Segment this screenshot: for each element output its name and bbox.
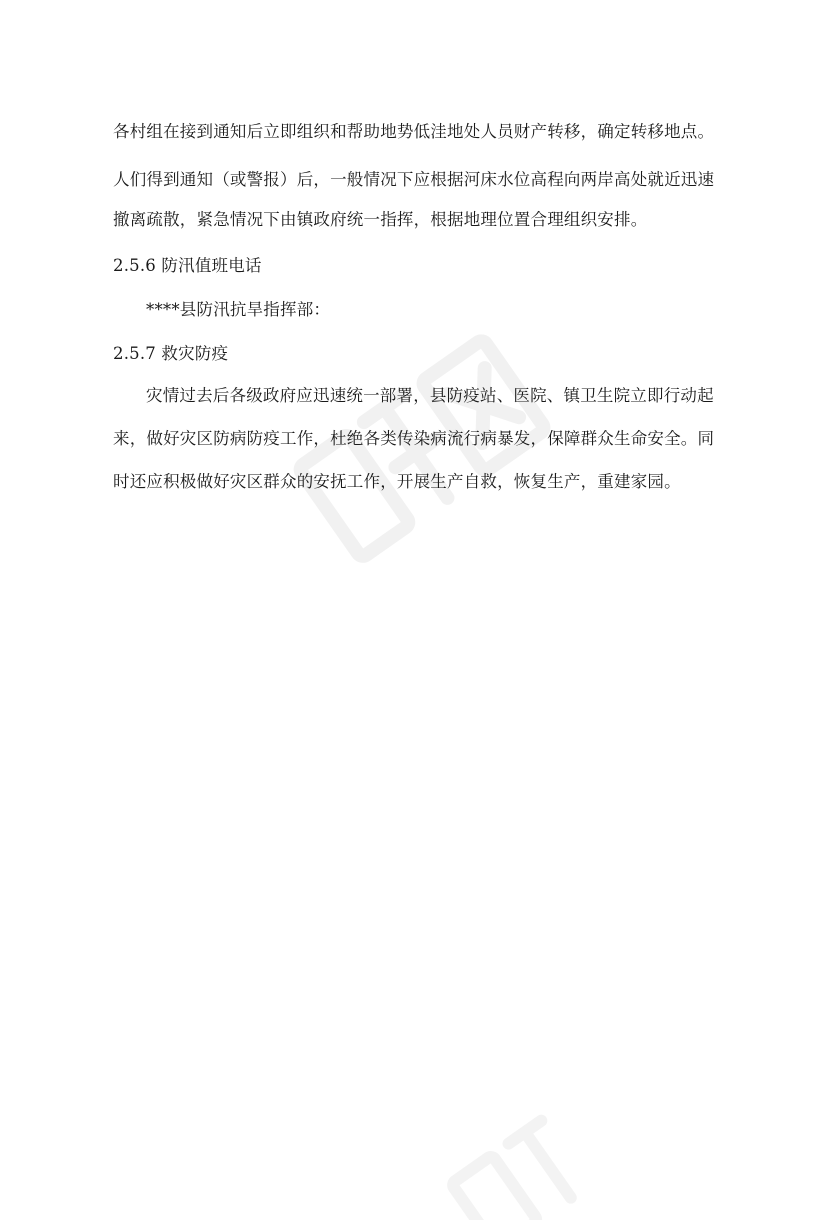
paragraph-line: 各村组在接到通知后立即组织和帮助地势低洼地处人员财产转移，确定转移地点。	[113, 122, 715, 141]
section-heading-2-5-6: 2.5.6 防汛值班电话	[113, 256, 262, 275]
hotline-text: ****县防汛抗旱指挥部：	[146, 300, 331, 319]
paragraph-line: 时还应积极做好灾区群众的安抚工作，开展生产自救，恢复生产，重建家园。	[113, 472, 681, 491]
section-heading-2-5-7: 2.5.7 救灾防疫	[113, 344, 229, 363]
watermark-graphic-bottom	[420, 1100, 620, 1220]
paragraph-line: 灾情过去后各级政府应迅速统一部署，县防疫站、医院、镇卫生院立即行动起	[146, 386, 714, 405]
paragraph-line: 撤离疏散，紧急情况下由镇政府统一指挥，根据地理位置合理组织安排。	[113, 210, 648, 229]
paragraph-line: 人们得到通知（或警报）后，一般情况下应根据河床水位高程向两岸高处就近迅速	[113, 170, 715, 189]
paragraph-line: 来，做好灾区防病防疫工作，杜绝各类传染病流行病暴发，保障群众生命安全。同	[113, 429, 715, 448]
